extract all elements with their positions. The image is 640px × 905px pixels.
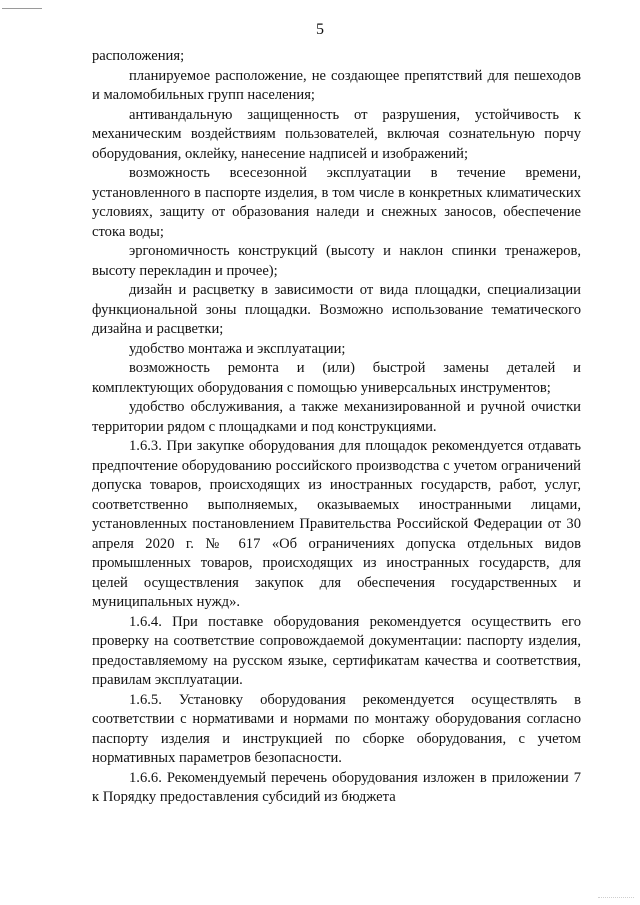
document-body: [92, 47, 581, 808]
paragraph-vandal-protection: антивандальную защищенность от разрушения, устойчивость к механическим воздействиям пользователей, включая сознательную порчу оборудования, оклейку, нанесение надписей и изображений;: [92, 106, 581, 162]
paragraph-repair: возможность ремонта и (или) быстрой замены деталей и комплектующих оборудования с помощью универсальных инструментов;: [92, 360, 581, 396]
paragraph-ergonomics: эргономичность конструкций (высоту и наклон спинки тренажеров, высоту перекладин и прочее);: [92, 243, 581, 279]
paragraph-1-6-3: 1.6.3. При закупке оборудования для площадок рекомендуется отдавать предпочтение оборудованию российского производства с учетом ограничений допуска товаров, происходящих из иностранных государств, работ, услуг, соответственно выполняемых, оказываемых иностранными лицами, установленных постановлением Правительства Российской Федерации от 30 апреля 2020 г. № 617 «Об ограничениях допуска отдельных видов промышленных товаров, происходящих из иностранных государств, для целей осуществления закупок для обеспечения государственных и муниципальных нужд».: [92, 438, 581, 610]
top-edge-rule: [2, 8, 42, 9]
paragraph-mounting: удобство монтажа и эксплуатации;: [129, 340, 346, 357]
paragraph-continuation: расположения;: [92, 48, 185, 64]
paragraph-design: дизайн и расцветку в зависимости от вида площадки, специализации функциональной зоны площадки. Возможно использование тематического дизайна и расцветки;: [92, 282, 581, 337]
paragraph-service: удобство обслуживания, а также механизированной и ручной очистки территории рядом с площадками и под конструкциями.: [92, 399, 581, 435]
paragraph-1-6-6: 1.6.6. Рекомендуемый перечень оборудования изложен в приложении 7 к Порядку предоставления субсидий из бюджета: [92, 769, 581, 805]
paragraph-1-6-5: 1.6.5. Установку оборудования рекомендуется осуществлять в соответствии с нормативами и нормами по монтажу оборудования согласно паспорту изделия и инструкцией по сборке оборудования, с учетом нормативных параметров безопасности.: [92, 691, 581, 766]
paragraph-1-6-4: 1.6.4. При поставке оборудования рекомендуется осуществить его проверку на соответствие сопровождаемой документации: паспорту изделия, предоставляемому на русском языке, сертификатам качества и соответствия, правилам эксплуатации.: [92, 613, 581, 688]
paragraph-location: планируемое расположение, не создающее препятствий для пешеходов и маломобильных групп населения;: [92, 67, 581, 103]
page-number: 5: [316, 21, 324, 38]
paragraph-all-season: возможность всесезонной эксплуатации в течение времени, установленного в паспорте изделия, в том числе в конкретных климатических условиях, защиту от образования наледи и снежных заносов, обеспечение стока воды;: [92, 165, 581, 240]
scan-corner-mark: [598, 897, 634, 901]
